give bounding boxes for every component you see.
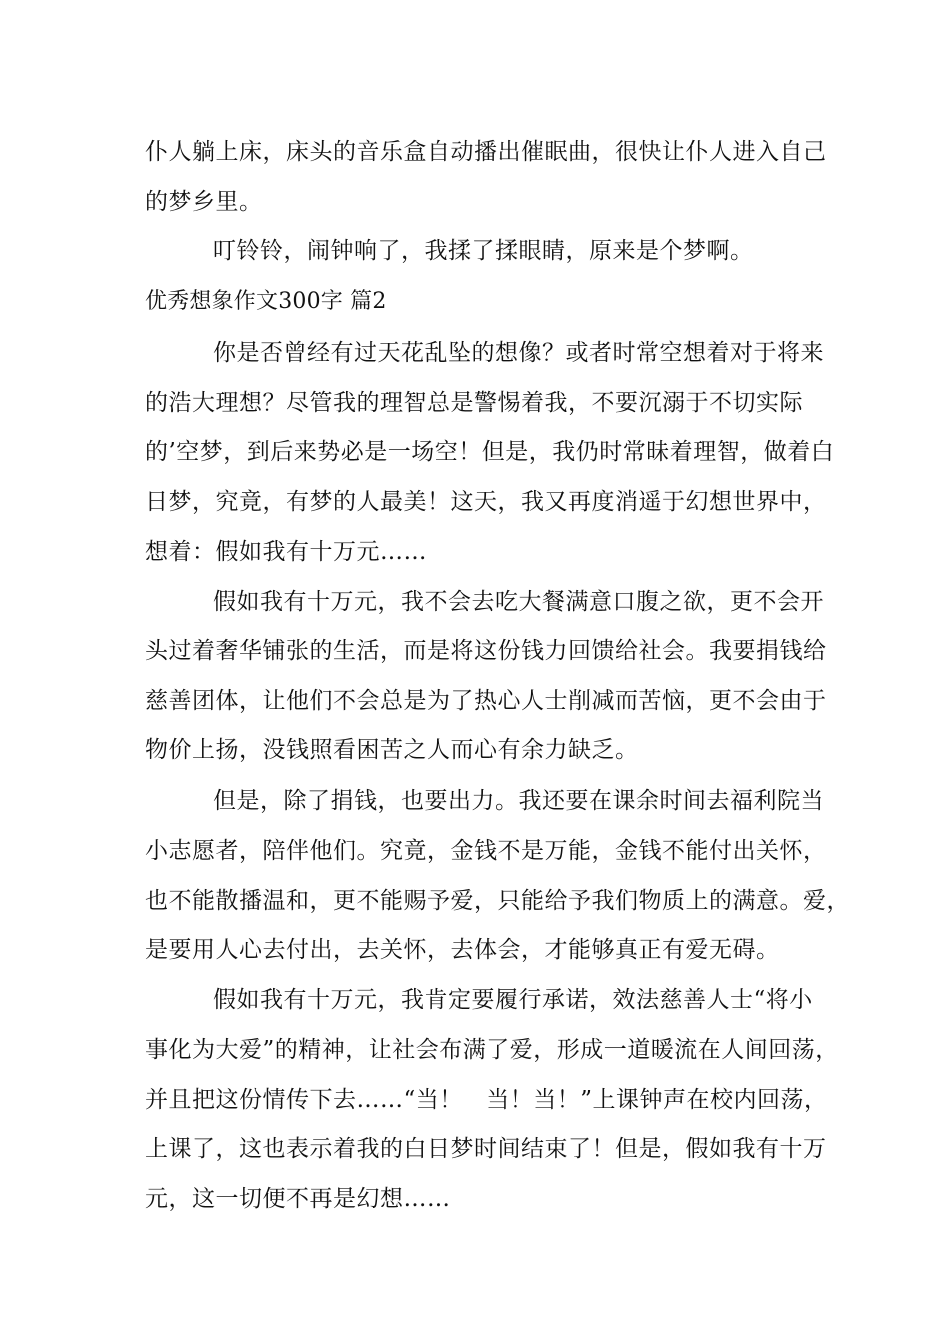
- text-line: 但是，除了捐钱，也要出力。我还要在课余时间去福利院当: [213, 788, 824, 814]
- text-line: 元，这一切便不再是幻想……: [145, 1186, 451, 1212]
- text-line: 想着：假如我有十万元……: [145, 539, 427, 565]
- text-line: 也不能散播温和，更不能赐予爱，只能给予我们物质上的满意。爱，: [145, 888, 850, 914]
- text-line: 物价上扬，没钱照看困苦之人而心有余力缺乏。: [145, 737, 639, 763]
- section-heading: 优秀想象作文300字 篇2: [145, 289, 387, 314]
- text-line: 叮铃铃，闹钟响了，我揉了揉眼睛，原来是个梦啊。: [213, 238, 754, 264]
- text-line: 是要用人心去付出，去关怀，去体会，才能够真正有爱无碍。: [145, 937, 780, 963]
- text-line: 假如我有十万元，我不会去吃大餐满意口腹之欲，更不会开: [213, 589, 824, 615]
- text-line: 慈善团体，让他们不会总是为了热心人士削减而苦恼，更不会由于: [145, 688, 827, 714]
- text-line: 上课了，这也表示着我的白日梦时间结束了！但是，假如我有十万: [145, 1136, 827, 1162]
- text-line: 事化为大爱”的精神，让社会布满了爱，形成一道暖流在人间回荡，: [145, 1037, 839, 1063]
- text-line: 头过着奢华铺张的生活，而是将这份钱力回馈给社会。我要捐钱给: [145, 638, 827, 664]
- text-line: 仆人躺上床，床头的音乐盒自动播出催眠曲，很快让仆人进入自己: [145, 139, 827, 165]
- text-line: 的’空梦，到后来势必是一场空！但是，我仍时常昧着理智，做着白: [145, 439, 835, 465]
- text-line: 日梦，究竟，有梦的人最美！这天，我又再度消遥于幻想世界中，: [145, 489, 827, 515]
- text-line: 你是否曾经有过天花乱坠的想像？或者时常空想着对于将来: [213, 340, 824, 366]
- text-line: 假如我有十万元，我肯定要履行承诺，效法慈善人士“将小: [213, 987, 813, 1013]
- text-line: 的浩大理想？尽管我的理智总是警惕着我，不要沉溺于不切实际: [145, 390, 803, 416]
- text-line: 并且把这份情传下去……“当！ 当！当！”上课钟声在校内回荡，: [145, 1087, 828, 1113]
- text-line: 小志愿者，陪伴他们。究竟，金钱不是万能，金钱不能付出关怀，: [145, 838, 827, 864]
- text-line: 的梦乡里。: [145, 189, 263, 215]
